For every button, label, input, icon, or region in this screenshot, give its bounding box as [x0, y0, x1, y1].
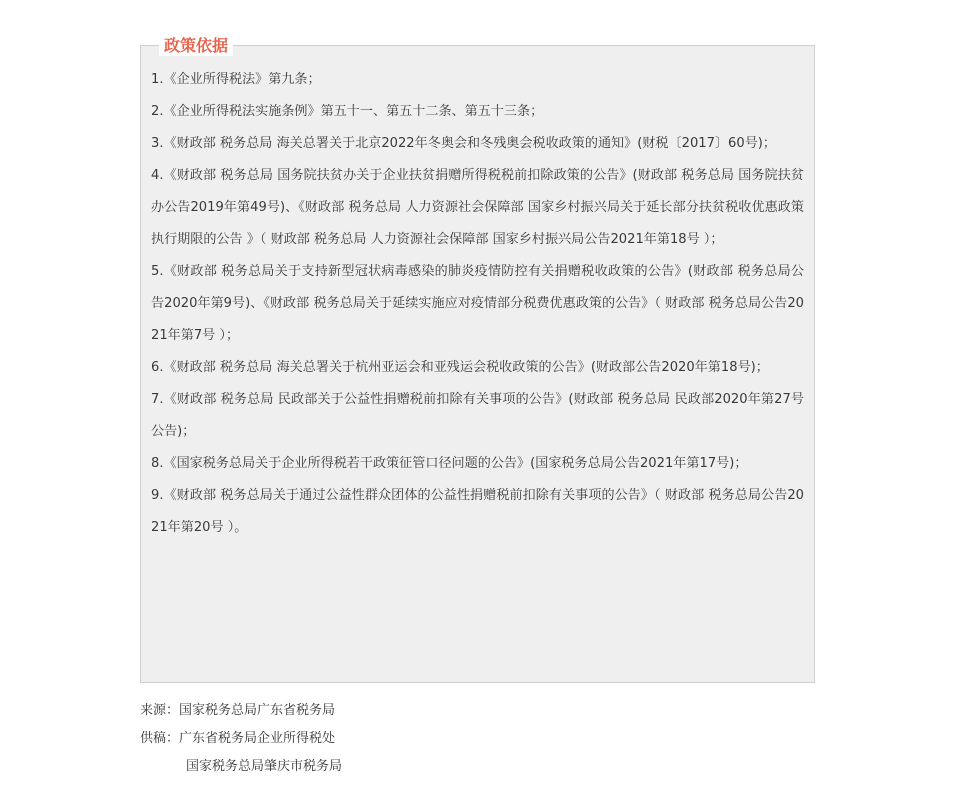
policy-item-3: 3.《财政部 税务总局 海关总署关于北京2022年冬奥会和冬残奥会税收政策的通知》(财税〔2017〕60号)； [151, 136, 776, 151]
policy-basis-title: 政策依据 [159, 36, 233, 56]
policy-item-6: 6.《财政部 税务总局 海关总署关于杭州亚运会和亚残运会税收政策的公告》(财政部公告2020年第18号)； [151, 360, 769, 375]
policy-item-9: 9.《财政部 税务总局关于通过公益性群众团体的公益性捐赠税前扣除有关事项的公告》（ 财政部 税务总局公告2021年第20号 ）。 [151, 488, 804, 535]
article-credits [140, 697, 342, 781]
policy-item-1: 1.《企业所得税法》第九条； [151, 72, 321, 87]
policy-item-2: 2.《企业所得税法实施条例》第五十一、第五十二条、第五十三条； [151, 104, 544, 119]
policy-item-4: 4.《财政部 税务总局 国务院扶贫办关于企业扶贫捐赠所得税税前扣除政策的公告》(财政部 税务总局 国务院扶贫办公告2019年第49号)、《财政部 税务总局 人力资源社会保障部 国家乡村振兴局关于延长部分扶贫税收优惠政策执行期限的公告 》（ 财政部 税务总局 人力资源社会保障部 国家乡村振兴局公告2021年第18号 ）； [151, 168, 804, 247]
source-line: 来源：国家税务总局广东省税务局 [140, 703, 336, 718]
policy-item-5: 5.《财政部 税务总局关于支持新型冠状病毒感染的肺炎疫情防控有关捐赠税收政策的公告》(财政部 税务总局公告2020年第9号)、《财政部 税务总局关于延续实施应对疫情部分税费优惠政策的公告》（ 财政部 税务总局公告2021年第7号 ）； [151, 264, 804, 343]
policy-item-8: 8.《国家税务总局关于企业所得税若干政策征管口径问题的公告》(国家税务总局公告2021年第17号)； [151, 456, 748, 471]
policy-basis-box [140, 36, 815, 683]
policy-item-7: 7.《财政部 税务总局 民政部关于公益性捐赠税前扣除有关事项的公告》(财政部 税务总局 民政部2020年第27号公告)； [151, 392, 804, 439]
contributor-line-2: 国家税务总局肇庆市税务局 [186, 759, 343, 774]
policy-basis-list [151, 64, 804, 544]
contributor-line: 供稿：广东省税务局企业所得税处 [140, 731, 336, 746]
